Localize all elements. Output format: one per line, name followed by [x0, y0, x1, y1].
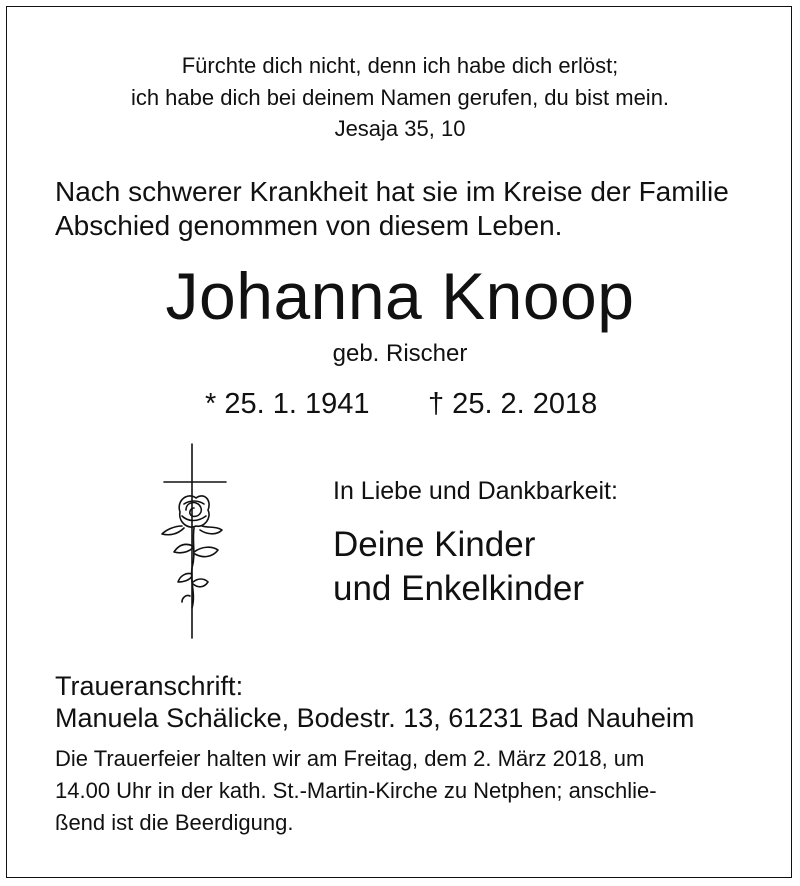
- address-value: Manuela Schälicke, Bodestr. 13, 61231 Bad Nauheim: [55, 703, 695, 733]
- intro-line-2: Abschied genommen von diesem Leben.: [55, 210, 563, 241]
- verse-reference: Jesaja 35, 10: [334, 116, 466, 141]
- service-note-line-1: Die Trauerfeier halten wir am Freitag, dem 2. März 2018, um: [55, 746, 645, 771]
- birth-date: * 25. 1. 1941: [205, 388, 370, 420]
- dedication-text: In Liebe und Dankbarkeit:: [333, 477, 618, 505]
- mourners-line-2: und Enkelkinder: [333, 569, 584, 608]
- cross-with-rose-icon: [152, 442, 232, 640]
- mourners-line-1: Deine Kinder: [333, 525, 536, 564]
- address-label: Traueranschrift:: [55, 671, 244, 701]
- death-date: † 25. 2. 2018: [428, 388, 598, 420]
- verse-line-1: Fürchte dich nicht, denn ich habe dich erlöst;: [181, 53, 619, 78]
- service-note-line-2: 14.00 Uhr in der kath. St.-Martin-Kirche zu Netphen; anschlie-: [55, 778, 657, 803]
- birth-name: geb. Rischer: [332, 340, 468, 367]
- verse-line-2: ich habe dich bei deinem Namen gerufen, du bist mein.: [130, 85, 670, 110]
- deceased-name: Johanna Knoop: [165, 259, 635, 333]
- intro-line-1: Nach schwerer Krankheit hat sie im Kreise der Familie: [55, 176, 729, 207]
- service-note-line-3: ßend ist die Beerdigung.: [55, 810, 294, 835]
